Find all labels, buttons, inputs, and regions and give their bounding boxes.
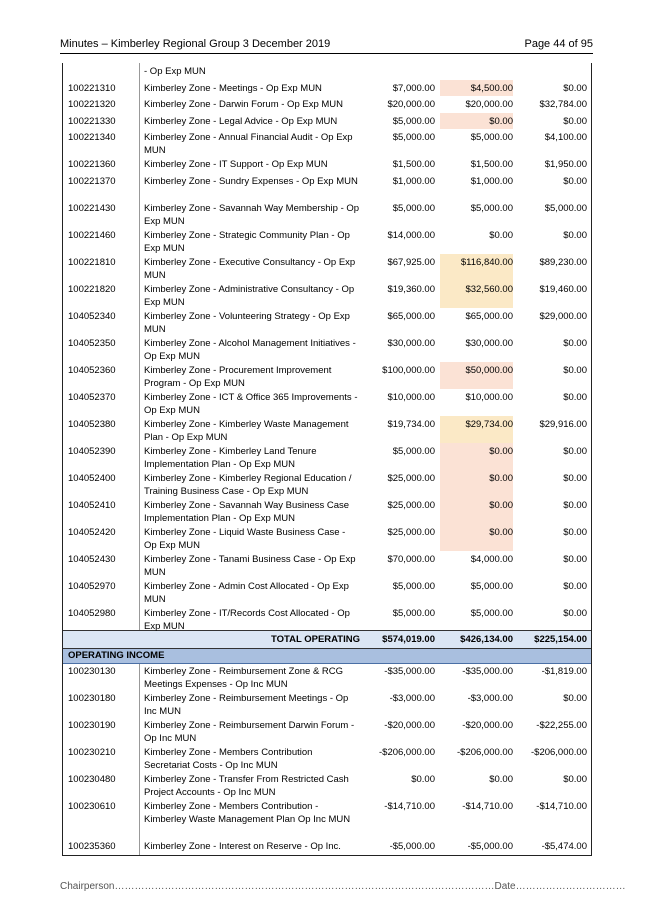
amount-value: $0.00 (489, 116, 513, 127)
date-line: Date…………………………… (494, 881, 626, 892)
amount-cell-2 (440, 551, 513, 578)
amount-cell-3 (516, 335, 587, 362)
amount-cell-3 (516, 129, 587, 156)
amount-cell-3 (516, 63, 587, 80)
amount-value: $5,000.00 (470, 581, 513, 592)
table-row (63, 605, 591, 630)
amount-value: $0.00 (563, 608, 587, 619)
line-item-description: Kimberley Zone - Administrative Consultancy - Op Exp MUN (144, 284, 355, 308)
amount-cell-2 (440, 156, 513, 173)
table-row (63, 63, 591, 80)
account-code: 104052340 (68, 311, 116, 322)
amount-cell-2 (440, 578, 513, 605)
line-item-description: - Op Exp MUN (144, 66, 206, 77)
amount-value: -$5,000.00 (467, 841, 513, 852)
account-code: 104052420 (68, 527, 116, 538)
amount-value: -$3,000.00 (389, 693, 435, 704)
line-item-description: Kimberley Zone - IT/Records Cost Allocated - Op Exp MUN (144, 608, 350, 632)
amount-cell-3 (516, 362, 587, 389)
amount-value: $10,000.00 (387, 392, 435, 403)
amount-cell-3 (516, 173, 587, 200)
amount-value: $70,000.00 (387, 554, 435, 565)
amount-value: $25,000.00 (387, 527, 435, 538)
page-footer (60, 881, 626, 892)
table-row (63, 663, 591, 690)
amount-value: $1,000.00 (470, 176, 513, 187)
amount-value: $30,000.00 (387, 338, 435, 349)
account-code: 104052970 (68, 581, 116, 592)
chairperson-signature-line: Chairperson…………………………………………………………………………………………………… (60, 881, 495, 892)
amount-cell-1 (363, 605, 435, 630)
amount-cell-3 (516, 443, 587, 470)
account-code: 104052430 (68, 554, 116, 565)
account-code: 104052410 (68, 500, 116, 511)
amount-value: -$1,819.00 (541, 666, 587, 677)
amount-cell-3 (516, 200, 587, 227)
table-row (63, 551, 591, 578)
line-item-description: Kimberley Zone - Kimberley Waste Management Plan - Op Exp MUN (144, 419, 349, 443)
line-item-description: Kimberley Zone - Strategic Community Plan - Op Exp MUN (144, 230, 350, 254)
amount-value: $5,000.00 (392, 203, 435, 214)
line-item-description: Kimberley Zone - Members Contribution Secretariat Costs - Op Inc MUN (144, 747, 313, 771)
amount-value: -$20,000.00 (462, 720, 513, 731)
amount-value: $5,000.00 (392, 608, 435, 619)
amount-cell-1 (363, 416, 435, 443)
amount-cell-1 (363, 690, 435, 717)
table-row (63, 717, 591, 744)
amount-value: $4,100.00 (544, 132, 587, 143)
amount-cell-3 (516, 80, 587, 96)
table-row (63, 470, 591, 497)
amount-cell-3 (516, 551, 587, 578)
amount-cell-1 (363, 227, 435, 254)
amount-cell-1 (363, 717, 435, 744)
amount-value (440, 63, 513, 65)
amount-cell-1 (363, 578, 435, 605)
table-row (63, 173, 591, 200)
line-item-description: Kimberley Zone - Sundry Expenses - Op Exp MUN (144, 176, 358, 187)
amount-value: $0.00 (563, 83, 587, 94)
total-label: TOTAL OPERATING (270, 634, 360, 645)
amount-value: $0.00 (489, 230, 513, 241)
amount-cell-1 (363, 281, 435, 308)
amount-value: $19,460.00 (539, 284, 587, 295)
amount-value: -$14,710.00 (536, 801, 587, 812)
amount-value: -$22,255.00 (536, 720, 587, 731)
amount-value: $5,000.00 (470, 132, 513, 143)
line-item-description: Kimberley Zone - Liquid Waste Business Case - Op Exp MUN (144, 527, 346, 551)
amount-value: $25,000.00 (387, 473, 435, 484)
account-code: 104052350 (68, 338, 116, 349)
account-code: 100221370 (68, 176, 116, 187)
total-value-2: $426,134.00 (460, 634, 513, 645)
account-code: 100230480 (68, 774, 116, 785)
amount-cell-1 (363, 551, 435, 578)
amount-value: $29,000.00 (539, 311, 587, 322)
amount-cell-3 (516, 113, 587, 129)
amount-cell-2 (440, 497, 513, 524)
amount-cell-1 (363, 335, 435, 362)
amount-cell-3 (516, 717, 587, 744)
amount-value: $5,000.00 (544, 203, 587, 214)
table-row (63, 389, 591, 416)
amount-cell-3 (516, 690, 587, 717)
table-row (63, 129, 591, 156)
amount-value: $0.00 (563, 473, 587, 484)
amount-value: -$206,000.00 (379, 747, 435, 758)
amount-cell-2 (440, 80, 513, 96)
amount-value: $14,000.00 (387, 230, 435, 241)
line-item-description: Kimberley Zone - Transfer From Restricted Cash Project Accounts - Op Inc MUN (144, 774, 349, 798)
line-item-description: Kimberley Zone - Darwin Forum - Op Exp MUN (144, 99, 344, 110)
budget-table (62, 63, 592, 856)
amount-value: $0.00 (563, 554, 587, 565)
table-row (63, 281, 591, 308)
amount-cell-1 (363, 663, 435, 690)
amount-cell-3 (516, 254, 587, 281)
amount-value: -$206,000.00 (457, 747, 513, 758)
table-row (63, 744, 591, 771)
amount-cell-1 (363, 173, 435, 200)
amount-cell-2 (440, 524, 513, 551)
account-code: 104052980 (68, 608, 116, 619)
amount-value: $65,000.00 (387, 311, 435, 322)
amount-value: $5,000.00 (392, 132, 435, 143)
account-code: 104052380 (68, 419, 116, 430)
amount-value: $0.00 (563, 392, 587, 403)
amount-cell-1 (363, 96, 435, 113)
table-row (63, 227, 591, 254)
line-item-description: Kimberley Zone - IT Support - Op Exp MUN (144, 159, 328, 170)
amount-value: $0.00 (489, 446, 513, 457)
amount-cell-1 (363, 838, 435, 855)
amount-cell-2 (440, 281, 513, 308)
amount-cell-3 (516, 416, 587, 443)
total-value-3: $225,154.00 (534, 634, 587, 645)
section-header-operating-income (63, 649, 591, 664)
amount-value (516, 63, 587, 65)
amount-value: $0.00 (563, 338, 587, 349)
amount-value: $32,560.00 (465, 284, 513, 295)
amount-value: -$14,710.00 (462, 801, 513, 812)
line-item-description: Kimberley Zone - Tanami Business Case - Op Exp MUN (144, 554, 356, 578)
amount-value: $19,734.00 (387, 419, 435, 430)
amount-cell-1 (363, 254, 435, 281)
table-row (63, 200, 591, 227)
line-item-description: Kimberley Zone - Alcohol Management Initiatives - Op Exp MUN (144, 338, 356, 362)
amount-cell-2 (440, 416, 513, 443)
account-code: 100221820 (68, 284, 116, 295)
amount-cell-1 (363, 200, 435, 227)
account-code: 100230180 (68, 693, 116, 704)
line-item-description: Kimberley Zone - ICT & Office 365 Improvements - Op Exp MUN (144, 392, 358, 416)
amount-cell-2 (440, 173, 513, 200)
page-header (60, 40, 593, 54)
line-item-description: Kimberley Zone - Volunteering Strategy - Op Exp MUN (144, 311, 350, 335)
table-row (63, 96, 591, 113)
amount-cell-2 (440, 717, 513, 744)
line-item-description: Kimberley Zone - Legal Advice - Op Exp MUN (144, 116, 338, 127)
table-row (63, 416, 591, 443)
account-code: 104052400 (68, 473, 116, 484)
account-code: 100221340 (68, 132, 116, 143)
amount-cell-2 (440, 470, 513, 497)
account-code: 100230130 (68, 666, 116, 677)
amount-value: $30,000.00 (465, 338, 513, 349)
amount-value: -$35,000.00 (384, 666, 435, 677)
amount-cell-2 (440, 744, 513, 771)
amount-cell-2 (440, 63, 513, 80)
line-item-description: Kimberley Zone - Reimbursement Meetings - Op Inc MUN (144, 693, 349, 717)
amount-value: $67,925.00 (387, 257, 435, 268)
page-number: Page 44 of 95 (524, 38, 593, 50)
line-item-description: Kimberley Zone - Interest on Reserve - Op Inc. (144, 841, 341, 852)
amount-value: $4,000.00 (470, 554, 513, 565)
amount-value: $89,230.00 (539, 257, 587, 268)
amount-cell-2 (440, 389, 513, 416)
account-code: 100230210 (68, 747, 116, 758)
amount-cell-1 (363, 362, 435, 389)
amount-cell-3 (516, 744, 587, 771)
amount-value: -$206,000.00 (531, 747, 587, 758)
account-code: 104052390 (68, 446, 116, 457)
amount-cell-3 (516, 497, 587, 524)
amount-value: $19,360.00 (387, 284, 435, 295)
amount-cell-1 (363, 798, 435, 838)
account-code: 100221310 (68, 83, 116, 94)
amount-cell-3 (516, 524, 587, 551)
amount-cell-1 (363, 113, 435, 129)
amount-cell-1 (363, 771, 435, 798)
amount-cell-3 (516, 389, 587, 416)
amount-value: $20,000.00 (465, 99, 513, 110)
amount-cell-1 (363, 80, 435, 96)
amount-value: $1,500.00 (392, 159, 435, 170)
amount-cell-1 (363, 744, 435, 771)
amount-value: $100,000.00 (382, 365, 435, 376)
amount-cell-1 (363, 389, 435, 416)
line-item-description: Kimberley Zone - Members Contribution - Kimberley Waste Management Plan Op Inc MUN (144, 801, 351, 825)
account-code: 100221320 (68, 99, 116, 110)
amount-value: $20,000.00 (387, 99, 435, 110)
amount-value: $0.00 (563, 365, 587, 376)
account-code: 100235360 (68, 841, 116, 852)
account-code: 100230190 (68, 720, 116, 731)
table-row (63, 80, 591, 96)
line-item-description: Kimberley Zone - Savannah Way Membership - Op Exp MUN (144, 203, 360, 227)
amount-value: $1,000.00 (392, 176, 435, 187)
table-row (63, 838, 591, 855)
amount-value: $29,734.00 (465, 419, 513, 430)
amount-cell-2 (440, 838, 513, 855)
amount-cell-2 (440, 200, 513, 227)
amount-cell-1 (363, 524, 435, 551)
amount-cell-2 (440, 798, 513, 838)
amount-value: $32,784.00 (539, 99, 587, 110)
amount-cell-1 (363, 156, 435, 173)
table-row (63, 578, 591, 605)
amount-value: $116,840.00 (460, 257, 513, 268)
amount-cell-2 (440, 308, 513, 335)
account-code: 100221330 (68, 116, 116, 127)
table-row (63, 113, 591, 129)
amount-value: $5,000.00 (392, 581, 435, 592)
amount-cell-2 (440, 443, 513, 470)
line-item-description: Kimberley Zone - Annual Financial Audit - Op Exp MUN (144, 132, 353, 156)
amount-cell-3 (516, 470, 587, 497)
amount-value: -$5,000.00 (389, 841, 435, 852)
amount-value: $0.00 (563, 116, 587, 127)
account-code: 100221430 (68, 203, 116, 214)
amount-value: $1,500.00 (470, 159, 513, 170)
amount-value: -$14,710.00 (384, 801, 435, 812)
amount-value: $29,916.00 (539, 419, 587, 430)
table-row (63, 254, 591, 281)
line-item-description: Kimberley Zone - Executive Consultancy - Op Exp MUN (144, 257, 356, 281)
line-item-description: Kimberley Zone - Procurement Improvement Program - Op Exp MUN (144, 365, 332, 389)
account-code: 100230610 (68, 801, 116, 812)
amount-value: $0.00 (563, 446, 587, 457)
line-item-description: Kimberley Zone - Reimbursement Darwin Forum - Op Inc MUN (144, 720, 355, 744)
amount-cell-1 (363, 443, 435, 470)
amount-value: $0.00 (563, 581, 587, 592)
amount-value: $0.00 (563, 176, 587, 187)
line-item-description: Kimberley Zone - Meetings - Op Exp MUN (144, 83, 322, 94)
table-row (63, 771, 591, 798)
amount-value: $0.00 (563, 230, 587, 241)
amount-cell-3 (516, 281, 587, 308)
amount-value: $25,000.00 (387, 500, 435, 511)
amount-cell-2 (440, 129, 513, 156)
amount-cell-3 (516, 156, 587, 173)
amount-cell-2 (440, 227, 513, 254)
amount-cell-3 (516, 605, 587, 630)
amount-value: $0.00 (489, 473, 513, 484)
amount-cell-1 (363, 129, 435, 156)
amount-value: $1,950.00 (544, 159, 587, 170)
section-label: OPERATING INCOME (68, 650, 165, 661)
amount-value: -$5,474.00 (541, 841, 587, 852)
line-item-description: Kimberley Zone - Kimberley Land Tenure Implementation Plan - Op Exp MUN (144, 446, 317, 470)
amount-cell-2 (440, 113, 513, 129)
amount-value: $10,000.00 (465, 392, 513, 403)
amount-value: -$3,000.00 (467, 693, 513, 704)
table-row (63, 524, 591, 551)
account-code: 100221460 (68, 230, 116, 241)
line-item-description: Kimberley Zone - Admin Cost Allocated - Op Exp MUN (144, 581, 349, 605)
amount-cell-3 (516, 838, 587, 855)
amount-value: $0.00 (563, 774, 587, 785)
amount-cell-2 (440, 663, 513, 690)
table-row (63, 362, 591, 389)
amount-cell-1 (363, 63, 435, 80)
amount-value: $0.00 (489, 774, 513, 785)
line-item-description: Kimberley Zone - Reimbursement Zone & RCG Meetings Expenses - Op Inc MUN (144, 666, 344, 690)
amount-cell-1 (363, 470, 435, 497)
table-row (63, 156, 591, 173)
line-item-description: Kimberley Zone - Savannah Way Business Case Implementation Plan - Op Exp MUN (144, 500, 350, 524)
amount-cell-2 (440, 254, 513, 281)
account-code: 104052360 (68, 365, 116, 376)
amount-cell-3 (516, 798, 587, 838)
amount-value: $50,000.00 (465, 365, 513, 376)
amount-value: $0.00 (563, 693, 587, 704)
amount-cell-2 (440, 690, 513, 717)
amount-cell-2 (440, 362, 513, 389)
amount-value: $0.00 (489, 527, 513, 538)
account-code: 104052370 (68, 392, 116, 403)
amount-cell-1 (363, 497, 435, 524)
amount-value: $0.00 (489, 500, 513, 511)
amount-cell-2 (440, 335, 513, 362)
document-title: Minutes – Kimberley Regional Group 3 December 2019 (60, 38, 331, 50)
amount-value: $65,000.00 (465, 311, 513, 322)
amount-value: $5,000.00 (470, 608, 513, 619)
amount-value: $5,000.00 (392, 446, 435, 457)
amount-value: $0.00 (411, 774, 435, 785)
table-row (63, 690, 591, 717)
amount-cell-3 (516, 663, 587, 690)
total-value-1: $574,019.00 (382, 634, 435, 645)
amount-value: $5,000.00 (392, 116, 435, 127)
table-row (63, 798, 591, 838)
line-item-description: Kimberley Zone - Kimberley Regional Education / Training Business Case - Op Exp MUN (144, 473, 352, 497)
amount-value (363, 63, 435, 65)
table-row (63, 335, 591, 362)
account-code: 100221810 (68, 257, 116, 268)
amount-cell-3 (516, 227, 587, 254)
amount-value: $5,000.00 (470, 203, 513, 214)
amount-value: $0.00 (563, 500, 587, 511)
amount-value: $4,500.00 (470, 83, 513, 94)
table-row (63, 443, 591, 470)
amount-cell-2 (440, 96, 513, 113)
amount-cell-3 (516, 308, 587, 335)
amount-value: -$35,000.00 (462, 666, 513, 677)
amount-cell-2 (440, 771, 513, 798)
amount-cell-3 (516, 771, 587, 798)
amount-cell-1 (363, 308, 435, 335)
table-row (63, 497, 591, 524)
amount-value: -$20,000.00 (384, 720, 435, 731)
amount-value: $0.00 (563, 527, 587, 538)
table-row (63, 308, 591, 335)
account-code: 100221360 (68, 159, 116, 170)
amount-cell-2 (440, 605, 513, 630)
amount-value: $7,000.00 (392, 83, 435, 94)
amount-cell-3 (516, 96, 587, 113)
amount-cell-3 (516, 578, 587, 605)
